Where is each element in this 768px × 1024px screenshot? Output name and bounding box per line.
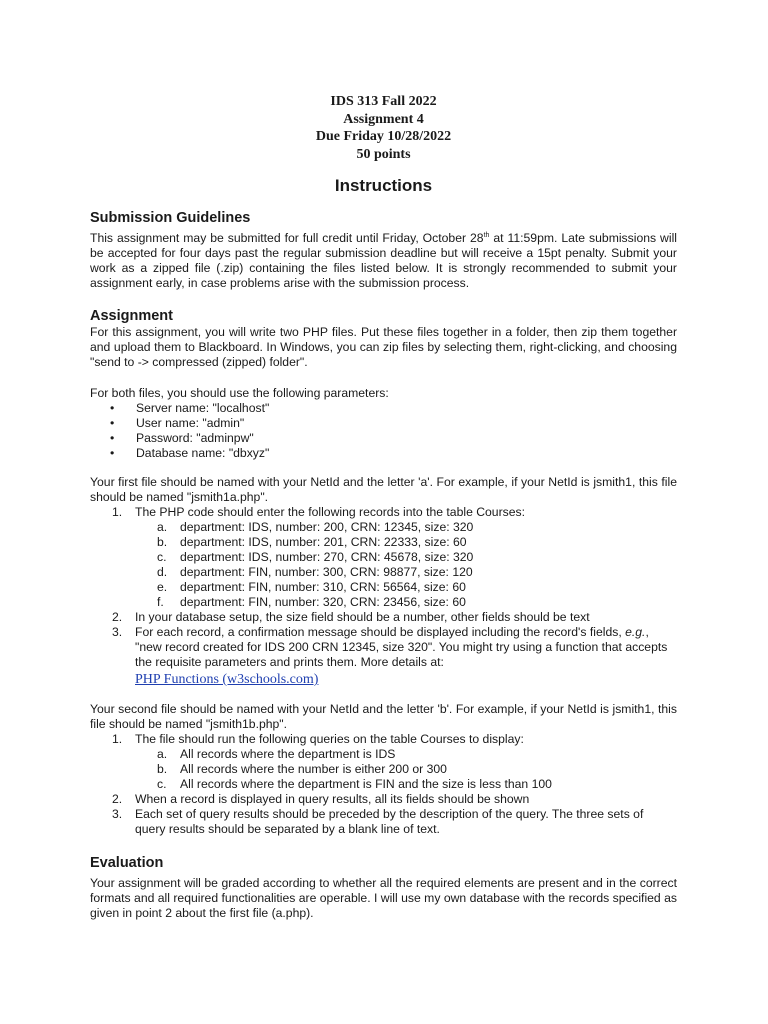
page-title: Instructions [334,176,433,195]
list-item: 3. Each set of query results should be preceded by the description of the query. The three sets of query results should be separated by a blank line of text. [112,807,644,836]
queries-list [135,747,677,792]
list-item: b. department: IDS, number: 201, CRN: 22333, size: 60 [157,535,467,549]
course-line: IDS 313 Fall 2022 [330,94,437,109]
list-item: b. All records where the number is either 200 or 300 [157,762,447,776]
evaluation-heading: Evaluation [90,855,164,871]
submission-heading: Submission Guidelines [90,210,251,226]
params-intro: For both files, you should use the following parameters: [90,386,389,400]
submission-paragraph: This assignment may be submitted for full credit until Friday, October 28th at 11:59pm. Late submissions will be accepted for four days past the regular submission deadline but will receive a 15pt penalty. Submit your work as a zipped file (.zip) containing the files listed below. It is strongly recommended to submit your assignment early, in case problems arise with the submission process. [90,231,677,290]
list-item: f. department: FIN, number: 320, CRN: 23456, size: 60 [157,595,466,609]
due-line: Due Friday 10/28/2022 [315,129,452,144]
list-item: d. department: FIN, number: 300, CRN: 98877, size: 120 [157,565,473,579]
list-item: • Database name: "dbxyz" [110,446,270,460]
points-line: 50 points [356,146,411,162]
list-item: 1. The PHP code should enter the following records into the table Courses: a. department: IDS, number: 200, CRN: 12345, size: 320 b. department: IDS, number: 201, CRN: 22333, size: 60 c. department: IDS, number: 270, CRN: 45678, size: 320 d. department: FIN, number: 300, CRN: 98877, size: 120 e. department: FIN, number: 310, CRN: 56564, size: 60 f. department: FIN, number: 320, CRN: 23456, size: 60 [90,505,677,610]
list-item: 2. When a record is displayed in query results, all its fields should be shown [112,792,530,806]
records-list [135,520,677,610]
list-item: • Server name: "localhost" [110,401,270,415]
assignment-line: Assignment 4 [343,111,424,127]
list-item: a. department: IDS, number: 200, CRN: 12345, size: 320 [157,520,474,534]
file2-intro: Your second file should be named with your NetId and the letter 'b'. For example, if your NetId is jsmith1, this file should be named "jsmith1b.php". [90,702,677,731]
assignment-intro: For this assignment, you will write two PHP files. Put these files together in a folder, then zip them together and upload them to Blackboard. In Windows, you can zip files by selecting them, right-clicking, and choosing "send to -> compressed (zipped) folder". [90,325,677,369]
list-item: a. All records where the department is IDS [157,747,396,761]
evaluation-paragraph: Your assignment will be graded according to whether all the required elements are present and in the correct formats and all required functionalities are operable. I will use my own database with the records specified as given in point 2 about the first file (a.php). [90,876,677,920]
list-item: • Password: "adminpw" [110,431,254,445]
file1-intro: Your first file should be named with your NetId and the letter 'a'. For example, if your NetId is jsmith1, this file should be named "jsmith1a.php". [90,475,677,504]
list-item: c. department: IDS, number: 270, CRN: 45678, size: 320 [157,550,474,564]
params-list [90,401,677,461]
document-header [90,93,677,163]
document-page [90,93,677,921]
list-item: e. department: FIN, number: 310, CRN: 56564, size: 60 [157,580,466,594]
list-item: 2. In your database setup, the size field should be a number, other fields should be text [112,610,590,624]
file2-list [90,732,677,837]
list-item: c. All records where the department is FIN and the size is less than 100 [157,777,552,791]
file1-list [90,505,677,689]
list-item: 1. The file should run the following queries on the table Courses to display: a. All records where the department is IDS b. All records where the number is either 200 or 300 c. All records where the department is FIN and the size is less than 100 [90,732,677,792]
assignment-heading: Assignment [90,308,173,324]
list-item: 3. For each record, a confirmation message should be displayed including the record's fields, e.g., "new record created for IDS 200 CRN 12345, size 320". You might try using a function that accepts the requisite parameters and prints them. More details at: PHP Functions (w3schools.com) [112,625,668,687]
list-item: • User name: "admin" [110,416,245,430]
php-functions-link[interactable]: PHP Functions (w3schools.com) [135,672,319,687]
